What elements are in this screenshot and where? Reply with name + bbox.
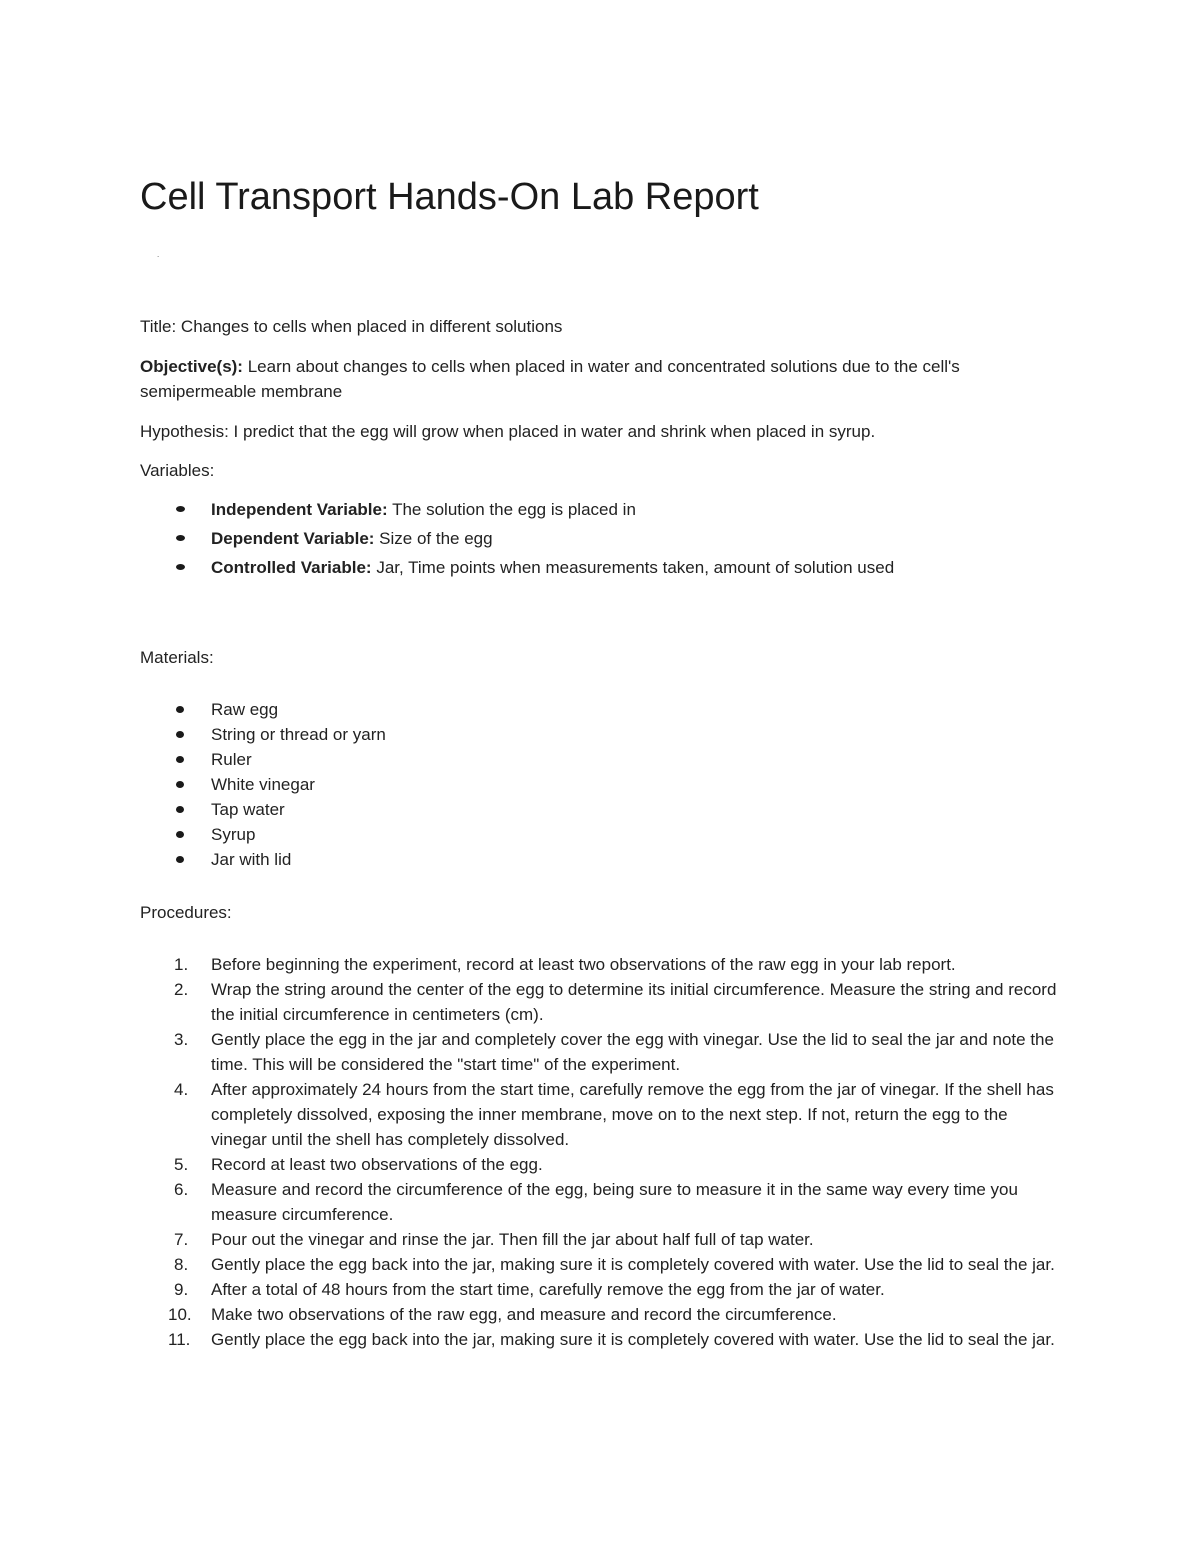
bullet-icon xyxy=(176,506,185,512)
materials-heading: Materials: xyxy=(140,648,214,667)
list-item xyxy=(140,747,1060,772)
material-text: Jar with lid xyxy=(211,850,292,869)
page-title: Cell Transport Hands-On Lab Report xyxy=(140,176,759,218)
step-number: 1. xyxy=(174,955,189,974)
variable-label: Dependent Variable: xyxy=(211,529,375,548)
bullet-icon xyxy=(176,564,185,570)
step-number: 7. xyxy=(174,1230,189,1249)
material-text: String or thread or yarn xyxy=(211,725,386,744)
list-item xyxy=(140,952,1060,977)
step-number: 9. xyxy=(174,1280,189,1299)
list-item xyxy=(140,524,1060,553)
list-item xyxy=(140,722,1060,747)
material-text: Ruler xyxy=(211,750,252,769)
list-item xyxy=(140,1252,1060,1277)
step-number: 3. xyxy=(174,1030,189,1049)
bullet-icon xyxy=(176,756,184,763)
list-item xyxy=(140,553,1060,582)
bullet-icon xyxy=(176,856,184,863)
step-number: 5. xyxy=(174,1155,189,1174)
step-text: Record at least two observations of the egg. xyxy=(211,1155,543,1174)
bullet-icon xyxy=(176,781,184,788)
step-number: 4. xyxy=(174,1080,189,1099)
variable-label: Independent Variable: xyxy=(211,500,388,519)
list-item xyxy=(140,772,1060,797)
step-number: 6. xyxy=(174,1180,189,1199)
list-item xyxy=(140,797,1060,822)
step-text: After approximately 24 hours from the start time, carefully remove the egg from the jar of vinegar. If the shell has completely dissolved, exposing the inner membrane, move on to the next step. If not, return the egg to the vinegar until the shell has completely dissolved. xyxy=(211,1080,1054,1149)
variables-list xyxy=(140,495,1060,582)
list-item xyxy=(140,822,1060,847)
step-text: Make two observations of the raw egg, and measure and record the circumference. xyxy=(211,1305,837,1324)
step-text: Gently place the egg back into the jar, making sure it is completely covered with water. Use the lid to seal the jar. xyxy=(211,1255,1055,1274)
report-title-line: Title: Changes to cells when placed in different solutions xyxy=(140,317,563,336)
step-text: Before beginning the experiment, record at least two observations of the raw egg in your lab report. xyxy=(211,955,956,974)
step-text: Wrap the string around the center of the egg to determine its initial circumference. Measure the string and record the initial circumference in centimeters (cm). xyxy=(211,980,1057,1024)
step-text: Pour out the vinegar and rinse the jar. Then fill the jar about half full of tap water. xyxy=(211,1230,814,1249)
list-item xyxy=(140,1077,1060,1152)
objective-paragraph xyxy=(140,354,1060,404)
material-text: Syrup xyxy=(211,825,256,844)
step-number: 8. xyxy=(174,1255,189,1274)
list-item xyxy=(140,1152,1060,1177)
variable-text: The solution the egg is placed in xyxy=(387,500,636,519)
variable-label: Controlled Variable: xyxy=(211,558,372,577)
step-number: 2. xyxy=(174,980,189,999)
list-item xyxy=(140,495,1060,524)
step-number: 11. xyxy=(168,1330,191,1349)
list-item xyxy=(140,1327,1060,1352)
hypothesis-paragraph: Hypothesis: I predict that the egg will grow when placed in water and shrink when placed in syrup. xyxy=(140,422,876,441)
procedures-heading: Procedures: xyxy=(140,903,232,922)
procedures-list xyxy=(140,952,1060,1352)
materials-list xyxy=(140,697,1060,872)
material-text: Raw egg xyxy=(211,700,279,719)
objective-label: Objective(s): xyxy=(140,357,243,376)
bullet-icon xyxy=(176,831,184,838)
bullet-icon xyxy=(176,706,184,713)
step-text: Gently place the egg back into the jar, making sure it is completely covered with water. Use the lid to seal the jar. xyxy=(211,1330,1055,1349)
step-text: After a total of 48 hours from the start time, carefully remove the egg from the jar of water. xyxy=(211,1280,885,1299)
bullet-icon xyxy=(176,806,184,813)
bullet-icon xyxy=(176,731,184,738)
objective-text: Learn about changes to cells when placed in water and concentrated solutions due to the cell's semipermeable membrane xyxy=(140,357,960,401)
variable-text: Jar, Time points when measurements taken, amount of solution used xyxy=(371,558,895,577)
variables-heading: Variables: xyxy=(140,461,215,480)
step-text: Gently place the egg in the jar and completely cover the egg with vinegar. Use the lid to seal the jar and note the time. This will be considered the "start time" of the experiment. xyxy=(211,1030,1054,1074)
list-item xyxy=(140,697,1060,722)
list-item xyxy=(140,847,1060,872)
material-text: Tap water xyxy=(211,800,285,819)
list-item xyxy=(140,977,1060,1027)
list-item xyxy=(140,1302,1060,1327)
step-text: Measure and record the circumference of the egg, being sure to measure it in the same way every time you measure circumference. xyxy=(211,1180,1018,1224)
bullet-icon xyxy=(176,535,185,541)
list-item xyxy=(140,1277,1060,1302)
list-item xyxy=(140,1227,1060,1252)
list-item xyxy=(140,1177,1060,1227)
list-item xyxy=(140,1027,1060,1077)
material-text: White vinegar xyxy=(211,775,315,794)
stray-mark: . xyxy=(157,250,160,259)
step-number: 10. xyxy=(168,1305,192,1324)
variable-text: Size of the egg xyxy=(374,529,493,548)
